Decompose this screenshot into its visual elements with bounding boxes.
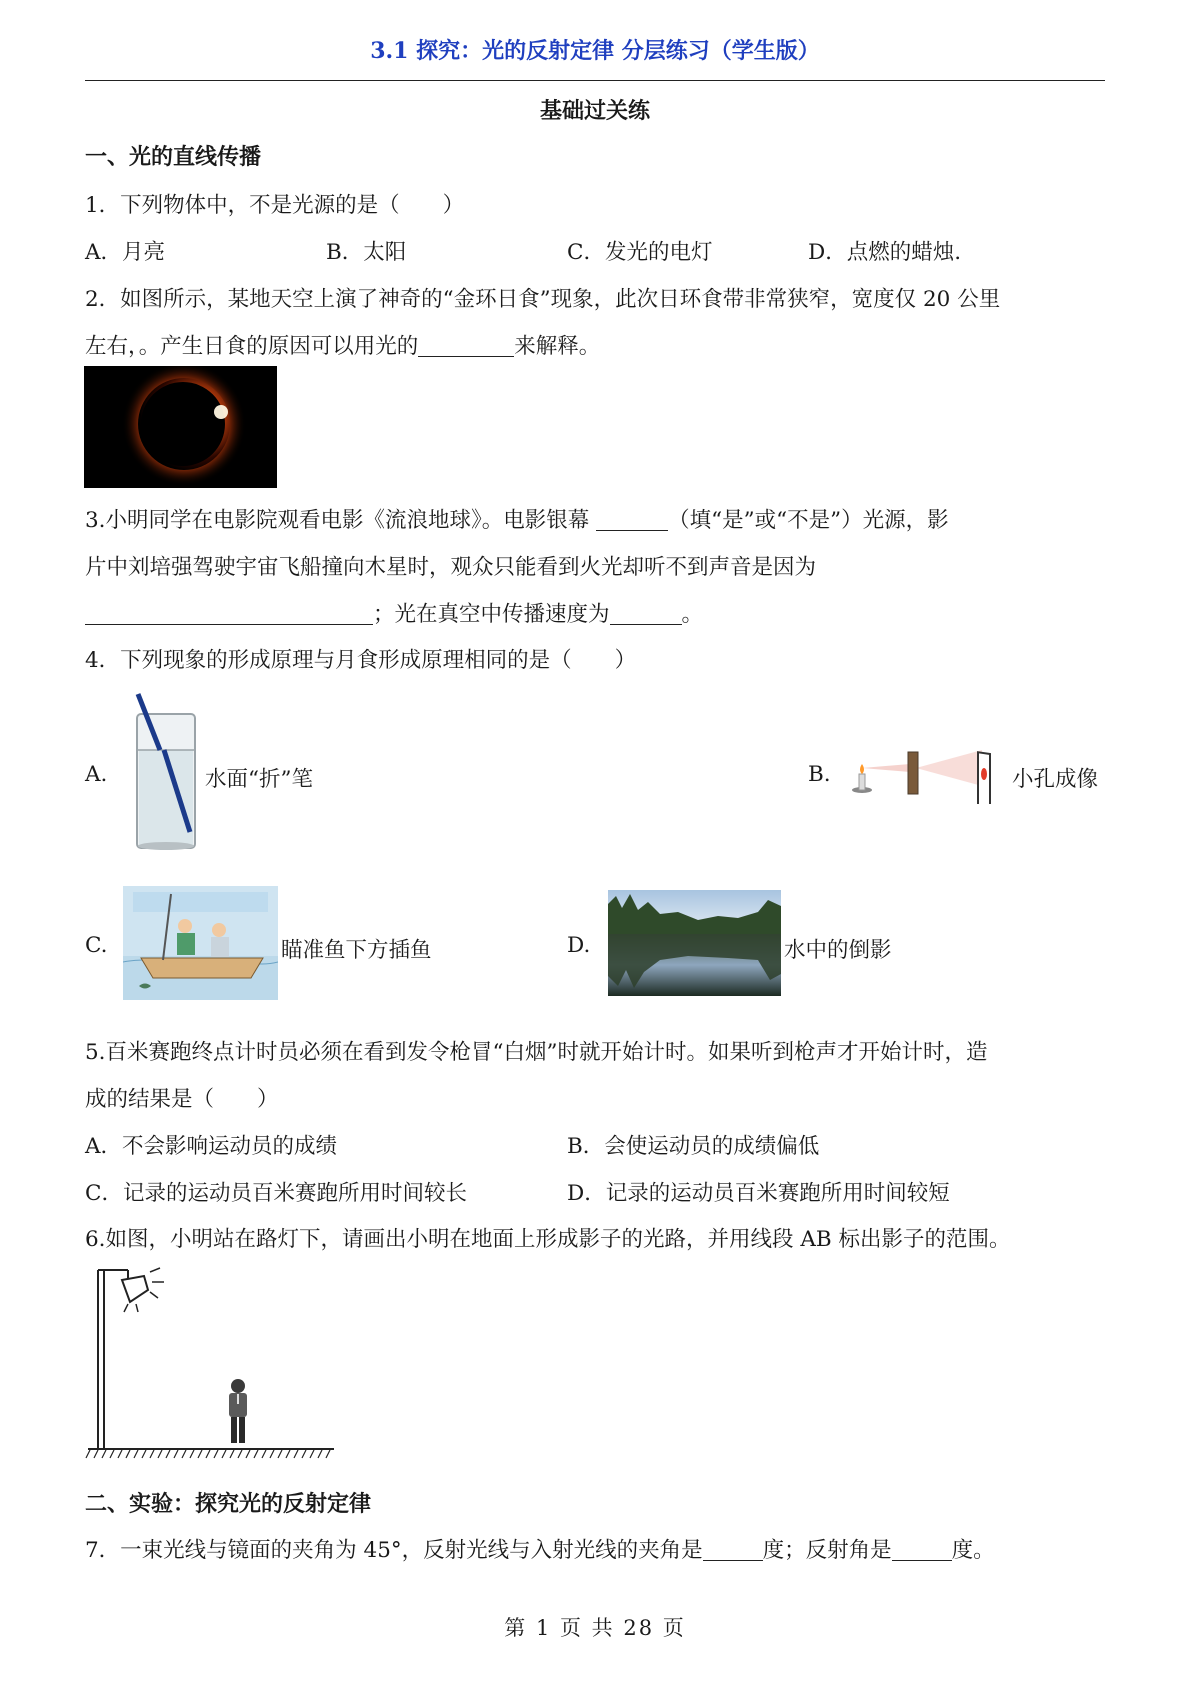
section-heading-1: 一、光的直线传播 <box>85 144 262 170</box>
q3-blank-1[interactable] <box>596 508 668 531</box>
q3-line1-text-b: （填“是”或“不是”）光源，影 <box>668 508 949 533</box>
eclipse-image <box>84 366 277 488</box>
section-heading-2: 二、实验：探究光的反射定律 <box>85 1491 372 1517</box>
q3-blank-2[interactable] <box>85 602 373 625</box>
q1-option-c: C．发光的电灯 <box>567 240 713 265</box>
q5-option-d: D．记录的运动员百米赛跑所用时间较短 <box>567 1181 950 1206</box>
q4-stem: 4．下列现象的形成原理与月食形成原理相同的是（ ） <box>85 648 637 673</box>
q5-option-a: A．不会影响运动员的成绩 <box>85 1134 338 1159</box>
q3-line3-text-b: 。 <box>681 602 704 627</box>
q6-stem: 6.如图，小明站在路灯下，请画出小明在地面上形成影子的光路，并用线段 AB 标出影子的范围。 <box>85 1227 1011 1252</box>
q4-option-b-letter: B. <box>808 762 831 787</box>
q1-option-b: B．太阳 <box>326 240 407 265</box>
spear-fishing-image <box>123 886 278 1000</box>
q3-line1-text-a: 3.小明同学在电影院观看电影《流浪地球》。电影银幕 <box>85 508 597 533</box>
q4-option-d-letter: D. <box>567 933 591 958</box>
q2-line2-text-a: 左右，。产生日食的原因可以用光的 <box>85 334 419 359</box>
page-footer: 第 1 页 共 28 页 <box>504 1616 686 1640</box>
q3-line1 <box>85 503 949 534</box>
q3-line3-text-a: ；光在真空中传播速度为 <box>373 602 610 627</box>
q1-stem: 1．下列物体中，不是光源的是（ ） <box>85 193 465 218</box>
q4-option-a-text: 水面“折”笔 <box>205 767 313 792</box>
q5-option-c: C．记录的运动员百米赛跑所用时间较长 <box>85 1181 467 1206</box>
q5-line1: 5.百米赛跑终点计时员必须在看到发令枪冒“白烟”时就开始计时。如果听到枪声才开始计时，造 <box>85 1040 988 1065</box>
q3-line2: 片中刘培强驾驶宇宙飞船撞向木星时，观众只能看到火光却听不到声音是因为 <box>85 555 817 580</box>
q4-option-c-letter: C. <box>85 933 108 958</box>
q5-option-b: B．会使运动员的成绩偏低 <box>567 1134 820 1159</box>
q1-option-d: D．点燃的蜡烛. <box>808 240 962 265</box>
q2-line1: 2．如图所示，某地天空上演了神奇的“金环日食”现象，此次日环食带非常狭窄，宽度仅 20 公里 <box>85 287 1001 312</box>
q7-blank-2[interactable] <box>892 1538 952 1561</box>
reflection-lake-image <box>608 890 781 996</box>
q5-line2: 成的结果是（ ） <box>85 1087 279 1112</box>
q2-line2-text-b: 来解释。 <box>514 334 601 359</box>
document-header: 3.1 探究：光的反射定律 分层练习（学生版） <box>370 38 820 64</box>
q4-option-a-letter: A. <box>85 762 108 787</box>
q4-option-d-text: 水中的倒影 <box>784 938 892 963</box>
header-rule <box>85 80 1105 81</box>
q7-text-b: 度；反射角是 <box>762 1538 892 1563</box>
q4-option-b-text: 小孔成像 <box>1012 767 1099 792</box>
street-lamp-diagram <box>84 1262 344 1460</box>
q7-blank-1[interactable] <box>703 1538 763 1561</box>
q7-text-c: 度。 <box>951 1538 995 1563</box>
q2-line2 <box>85 329 600 360</box>
pencil-in-water-image <box>130 692 202 854</box>
q4-option-c-text: 瞄准鱼下方插鱼 <box>281 938 432 963</box>
q3-blank-3[interactable] <box>610 602 682 625</box>
q1-option-a: A．月亮 <box>85 240 166 265</box>
q7-text-a: 7．一束光线与镜面的夹角为 45°，反射光线与入射光线的夹角是 <box>85 1538 703 1563</box>
pinhole-camera-image <box>848 730 1003 804</box>
subtitle: 基础过关练 <box>539 98 650 124</box>
q7-line <box>85 1533 995 1564</box>
q3-line3 <box>85 597 703 628</box>
q2-answer-blank[interactable] <box>418 334 514 357</box>
